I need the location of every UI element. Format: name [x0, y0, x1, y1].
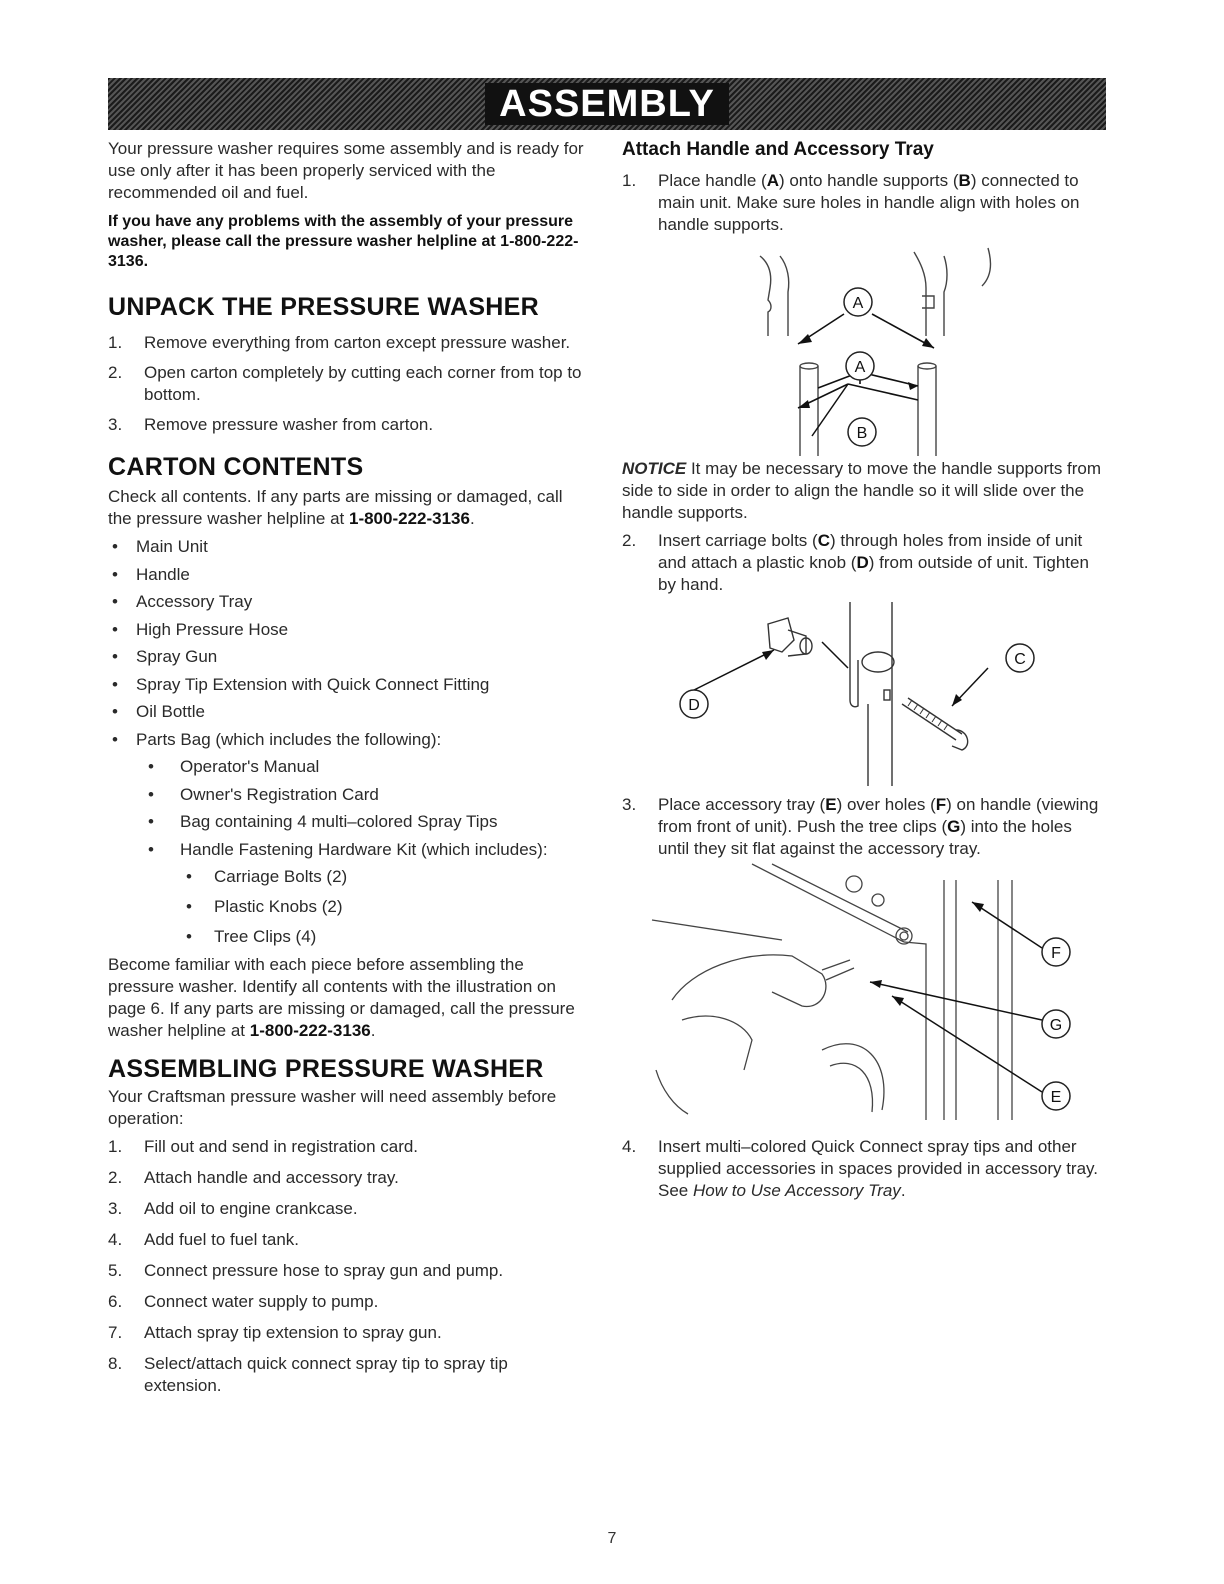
callout-label-a-top: A	[852, 295, 864, 312]
list-item: • Tree Clips (4)	[108, 926, 588, 948]
callout-label-e: E	[1050, 1089, 1062, 1106]
callout-label-g: G	[1049, 1017, 1063, 1034]
callout-label-b: B	[856, 425, 868, 442]
section-banner	[108, 78, 1106, 130]
bolt-knob-figure	[622, 596, 1106, 788]
attach-step-1	[622, 170, 1106, 236]
tray-illustration	[622, 860, 1106, 1128]
attach-step-4	[622, 1136, 1106, 1202]
handle-illustration	[622, 236, 1106, 458]
list-item: 2. Open carton completely by cutting each corner from top to bottom.	[108, 363, 582, 404]
helpline-note: If you have any problems with the assembly of your pressure washer, please call the pressure washer helpline at 1-800-222-3136.	[108, 213, 579, 270]
list-item: 2. Attach handle and accessory tray.	[108, 1168, 399, 1187]
hardware-items	[108, 866, 588, 948]
right-column	[622, 138, 1106, 1202]
list-item: • Bag containing 4 multi–colored Spray Tips	[108, 811, 588, 833]
unpack-heading: UNPACK THE PRESSURE WASHER	[108, 293, 539, 321]
attach-step-3	[622, 794, 1106, 860]
list-item: 3. Remove pressure washer from carton.	[108, 415, 434, 434]
list-item: 8. Select/attach quick connect spray tip to spray tip extension.	[108, 1354, 508, 1395]
list-item: • Accessory Tray	[108, 591, 588, 613]
assembling-intro: Your Craftsman pressure washer will need assembly before operation:	[108, 1087, 557, 1128]
list-item: • Operator's Manual	[108, 756, 588, 778]
list-item: • Handle Fastening Hardware Kit (which includes):	[108, 839, 588, 861]
intro-paragraph: Your pressure washer requires some assembly and is ready for use only after it has been properly serviced with the recommended oil and fuel.	[108, 139, 584, 202]
list-item: 2. Insert carriage bolts (C) through holes from inside of unit and attach a plastic knob (D) from outside of unit. Tighten by hand.	[622, 531, 1089, 594]
carton-heading: CARTON CONTENTS	[108, 453, 364, 481]
parts-bag-items	[108, 756, 588, 861]
tray-figure	[622, 860, 1106, 1128]
list-item: 4. Insert multi–colored Quick Connect spray tips and other supplied accessories in spaces provided in accessory tray. See How to Use Accessory Tray.	[622, 1137, 1099, 1200]
attach-step-2	[622, 530, 1106, 596]
helpline-number: 1-800-222-3136	[348, 509, 470, 528]
list-item: 4. Add fuel to fuel tank.	[108, 1230, 299, 1249]
list-item: • High Pressure Hose	[108, 619, 588, 641]
list-item: 1. Remove everything from carton except pressure washer.	[108, 333, 571, 352]
list-item: 1. Fill out and send in registration card.	[108, 1137, 419, 1156]
cross-reference: How to Use Accessory Tray	[692, 1181, 901, 1200]
list-item: • Main Unit	[108, 536, 588, 558]
list-item: • Plastic Knobs (2)	[108, 896, 588, 918]
list-item: 3. Add oil to engine crankcase.	[108, 1199, 358, 1218]
callout-label-c: C	[1014, 651, 1026, 668]
list-item: • Handle	[108, 564, 588, 586]
callout-label-d: D	[688, 697, 700, 714]
handle-figure	[622, 236, 1106, 458]
assembling-steps	[108, 1136, 588, 1397]
notice-paragraph: NOTICE It may be necessary to move the handle supports from side to side in order to align the handle so it will slide over the handle supports.	[622, 459, 1102, 522]
unpack-steps	[108, 332, 588, 436]
assembling-heading: ASSEMBLING PRESSURE WASHER	[108, 1055, 544, 1083]
bolt-knob-illustration	[622, 596, 1106, 788]
page-number: 7	[607, 1530, 617, 1547]
section-title: ASSEMBLY	[108, 78, 1106, 130]
list-item: • Owner's Registration Card	[108, 784, 588, 806]
notice-label: NOTICE	[622, 459, 687, 478]
helpline-number: 1-800-222-3136	[249, 1021, 371, 1040]
left-column	[108, 138, 588, 1397]
list-item: • Carriage Bolts (2)	[108, 866, 588, 888]
carton-items	[108, 536, 588, 751]
callout-label-f: F	[1051, 945, 1061, 962]
carton-outro: Become familiar with each piece before assembling the pressure washer. Identify all contents with the illustration on page 6. If any parts are missing or damaged, call the pressure washer helpline at 1-800-222-3136.	[108, 955, 575, 1040]
list-item: 5. Connect pressure hose to spray gun and pump.	[108, 1261, 504, 1280]
list-item: 7. Attach spray tip extension to spray gun.	[108, 1323, 442, 1342]
list-item: • Oil Bottle	[108, 701, 588, 723]
carton-intro: Check all contents. If any parts are missing or damaged, call the pressure washer helpline at 1-800-222-3136.	[108, 487, 563, 528]
list-item: • Parts Bag (which includes the following):	[108, 729, 588, 751]
list-item: 6. Connect water supply to pump.	[108, 1292, 379, 1311]
list-item: • Spray Gun	[108, 646, 588, 668]
list-item: • Spray Tip Extension with Quick Connect Fitting	[108, 674, 588, 696]
attach-heading: Attach Handle and Accessory Tray	[622, 139, 934, 160]
list-item: 1. Place handle (A) onto handle supports (B) connected to main unit. Make sure holes in handle align with holes on handle supports.	[622, 171, 1080, 234]
list-item: 3. Place accessory tray (E) over holes (F) on handle (viewing from front of unit). Push the tree clips (G) into the holes until they sit flat against the accessory tray.	[622, 795, 1099, 858]
callout-label-a: A	[854, 359, 866, 376]
